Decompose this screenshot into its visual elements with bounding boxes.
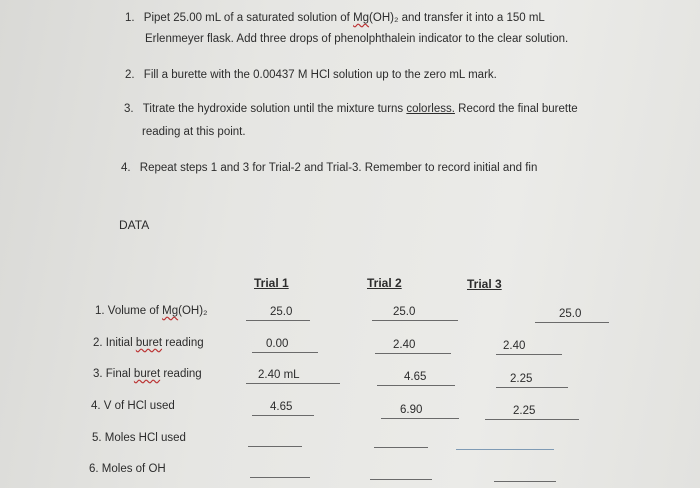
step-1-text-post: and transfer it into a 150 mL <box>398 12 545 24</box>
step-2-number: 2. <box>125 69 135 81</box>
step-3-line-2: reading at this point. <box>142 126 246 138</box>
row-2-trial-2-value: 2.40 <box>393 339 416 351</box>
row-4-trial-3-blank <box>485 419 579 420</box>
row-5-trial-1-blank <box>248 446 302 447</box>
step-3-text-post: Record the final burette <box>454 103 578 115</box>
step-2-text: Fill a burette with the 0.00437 M HCl solution up to the zero mL mark. <box>143 69 497 81</box>
row-1-trial-2-blank <box>372 320 458 321</box>
row-2-trial-3-blank <box>496 354 562 355</box>
row-1-trial-3-value: 25.0 <box>559 308 582 320</box>
row-2-trial-3-value: 2.40 <box>503 340 526 352</box>
row-3-trial-3-blank <box>496 387 568 388</box>
row-6-trial-2-blank <box>370 479 432 480</box>
data-heading: DATA <box>119 218 150 232</box>
trial-3-heading: Trial 3 <box>467 277 502 291</box>
row-1-trial-1-value: 25.0 <box>270 306 293 318</box>
row-2-label <box>93 337 204 349</box>
row-1-label-post: (OH)₂ <box>178 305 208 317</box>
step-3-number: 3. <box>124 103 134 115</box>
row-4-trial-1-value: 4.65 <box>270 401 293 413</box>
step-1-formula-rest: (OH)₂ <box>369 12 399 24</box>
row-1-label-pre: 1. Volume of <box>95 305 163 317</box>
row-4-trial-1-blank <box>252 415 314 416</box>
row-1-trial-3-blank <box>535 322 609 323</box>
row-4-trial-2-value: 6.90 <box>400 404 423 416</box>
row-2-trial-1-value: 0.00 <box>266 338 289 350</box>
row-3-trial-3-value: 2.25 <box>510 373 533 385</box>
row-2-trial-2-blank <box>375 353 451 354</box>
row-3-trial-2-blank <box>377 385 455 386</box>
step-1-text-pre: Pipet 25.00 mL of a saturated solution of <box>143 12 354 24</box>
row-4-label: 4. V of HCl used <box>91 400 175 412</box>
step-1-line-2: Erlenmeyer flask. Add three drops of phenolphthalein indicator to the clear solution. <box>145 33 569 45</box>
row-2-trial-1-blank <box>252 352 318 353</box>
step-2 <box>125 67 497 83</box>
step-1-line-1 <box>125 10 545 26</box>
step-3-underlined: colorless. <box>406 103 455 115</box>
step-3-line-1 <box>124 101 578 117</box>
row-2-label-word: buret <box>135 337 163 349</box>
row-6-trial-3-blank <box>494 481 556 482</box>
step-4-text: Repeat steps 1 and 3 for Trial-2 and Trial-3. Remember to record initial and fin <box>139 162 538 174</box>
step-3-text-pre: Titrate the hydroxide solution until the mixture turns <box>142 103 407 115</box>
step-1-number: 1. <box>125 12 135 24</box>
row-3-trial-2-value: 4.65 <box>404 371 427 383</box>
step-4-number: 4. <box>121 162 131 174</box>
step-1-formula-base: Mg <box>353 12 370 24</box>
row-1-trial-2-value: 25.0 <box>393 306 416 318</box>
trial-1-heading: Trial 1 <box>254 276 289 290</box>
step-4 <box>121 160 537 176</box>
row-4-trial-3-value: 2.25 <box>513 405 536 417</box>
row-1-label-formula: Mg <box>162 305 179 317</box>
row-1-trial-1-blank <box>246 320 310 321</box>
trial-2-heading: Trial 2 <box>367 276 402 290</box>
row-6-trial-1-blank <box>250 477 310 478</box>
row-3-trial-1-blank <box>246 383 340 384</box>
row-3-label <box>93 368 202 380</box>
row-3-label-pre: 3. Final <box>93 368 134 380</box>
row-3-label-word: buret <box>133 368 161 380</box>
row-4-trial-2-blank <box>381 418 459 419</box>
row-1-label <box>95 305 207 317</box>
row-5-trial-3-blank <box>456 449 554 450</box>
row-5-label: 5. Moles HCl used <box>92 432 186 444</box>
row-3-label-post: reading <box>160 368 202 380</box>
row-3-trial-1-value: 2.40 mL <box>258 369 300 381</box>
row-6-label: 6. Moles of OH <box>89 463 166 475</box>
row-5-trial-2-blank <box>374 447 428 448</box>
row-2-label-pre: 2. Initial <box>93 337 136 349</box>
row-2-label-post: reading <box>162 337 204 349</box>
